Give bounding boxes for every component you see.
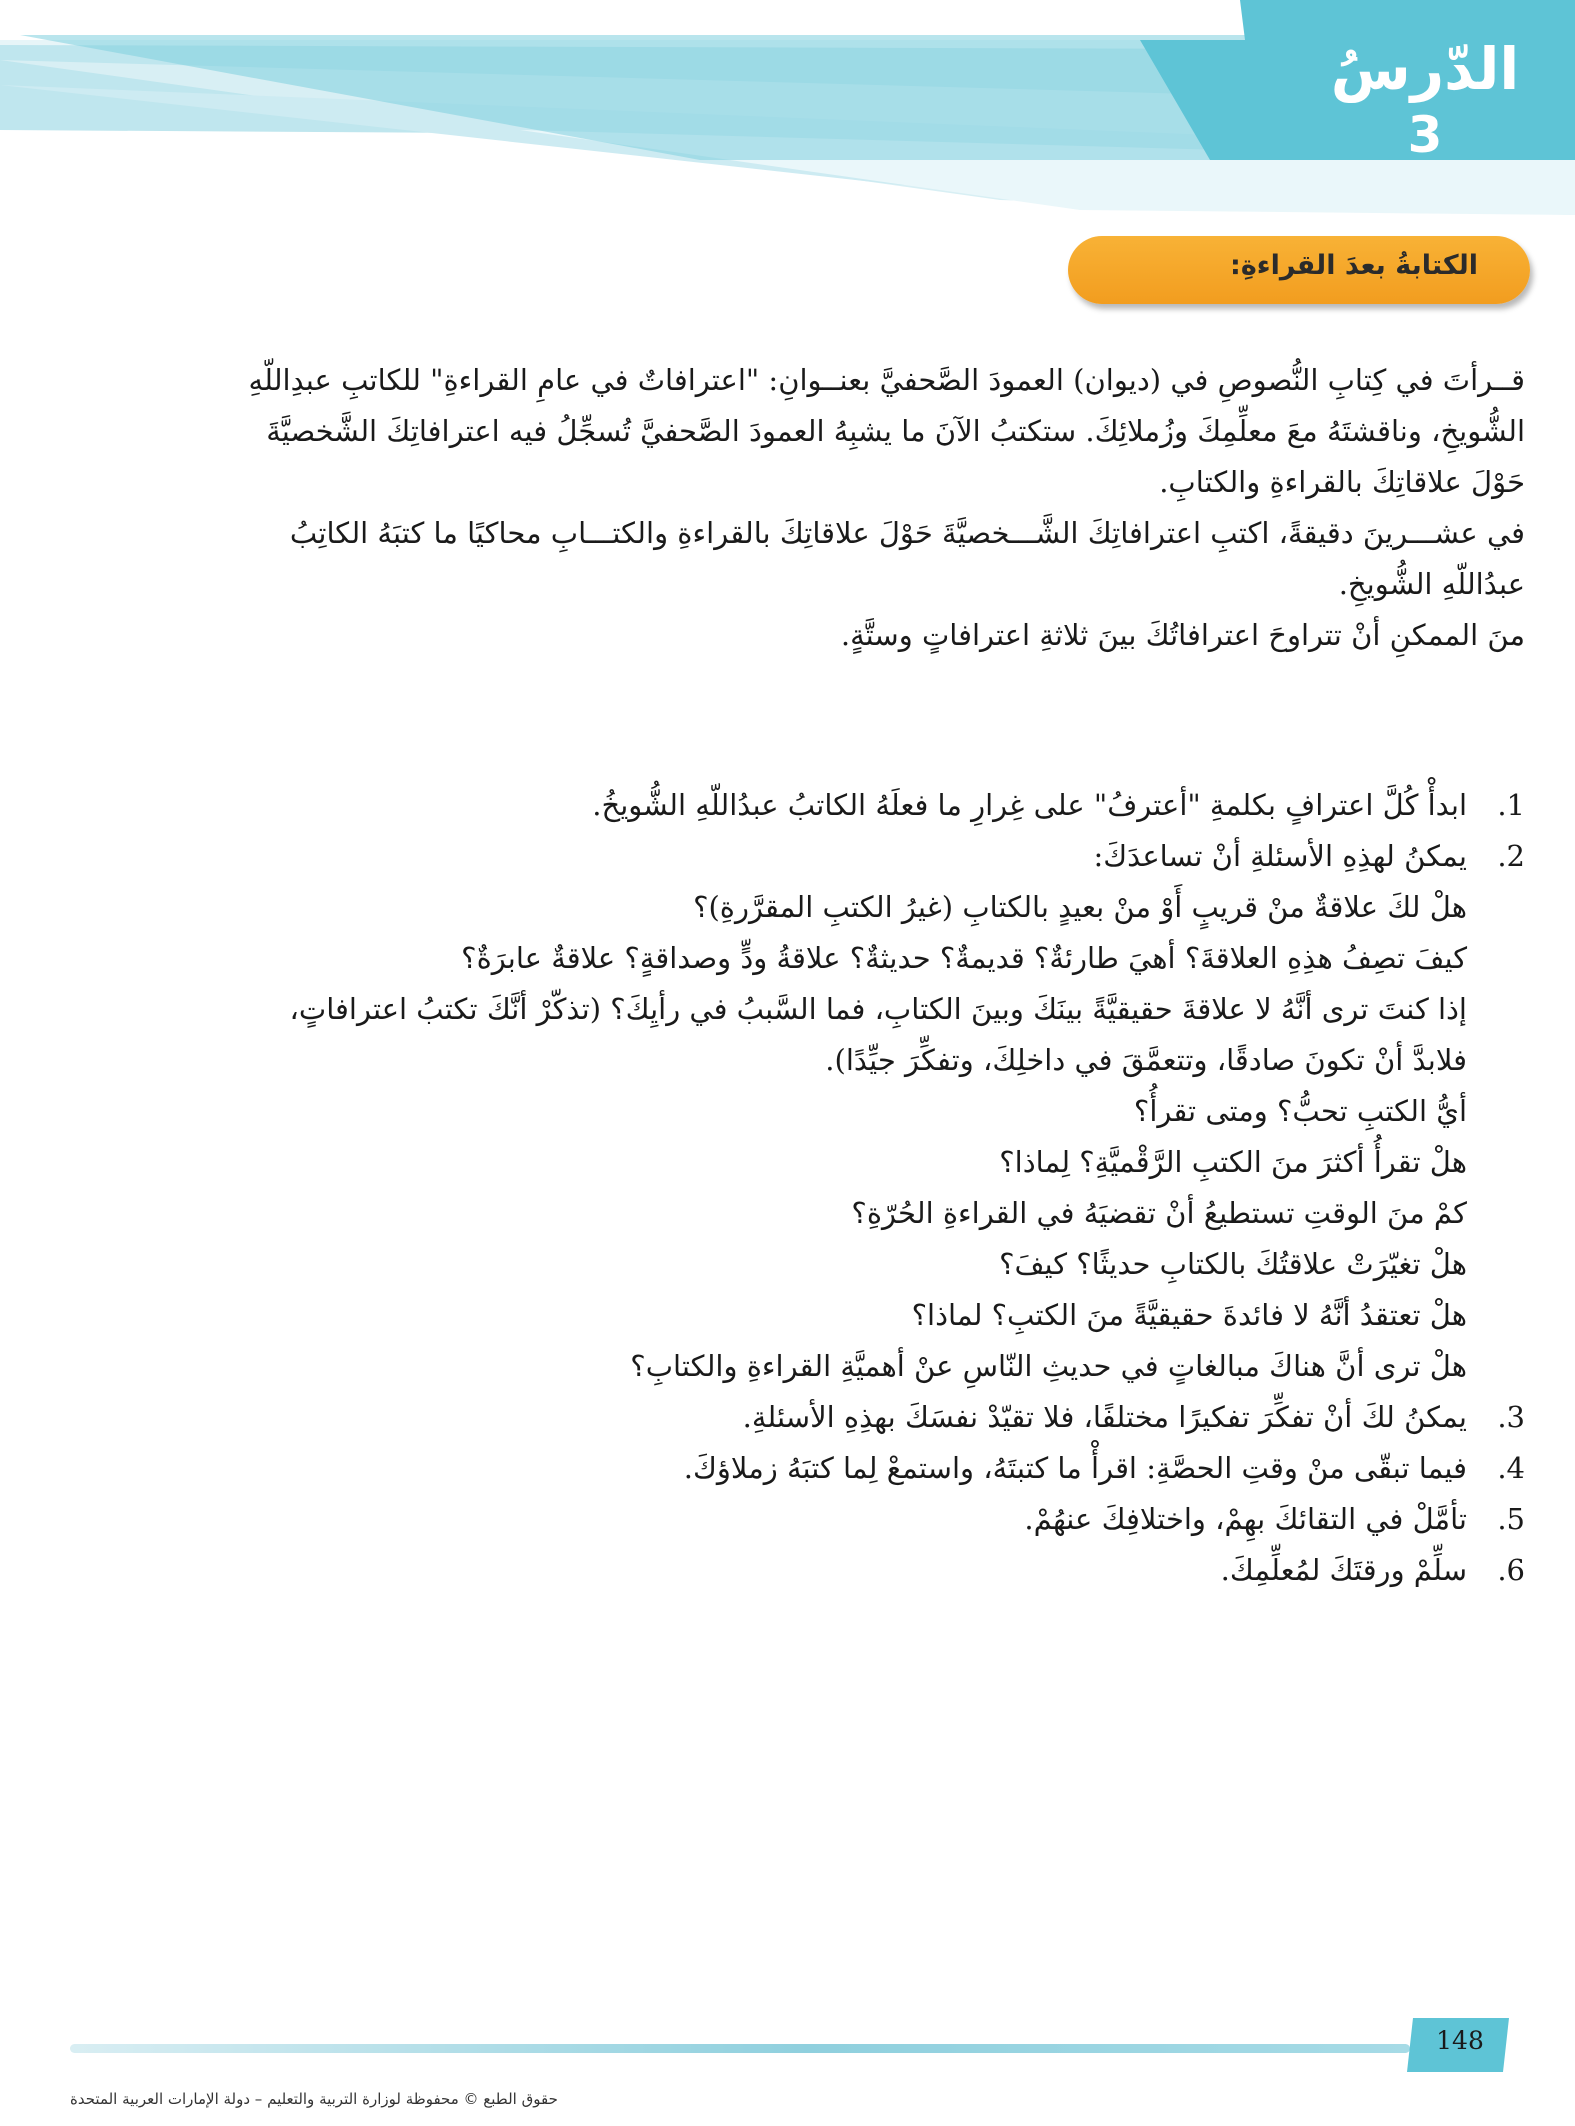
intro-line: عبدُاللّهِ الشُّويخِ.	[1338, 567, 1525, 601]
question-item: كمْ منَ الوقتِ تستطيعُ أنْ تقضيَهُ في القراءةِ الحُرّةِ؟	[851, 1196, 1467, 1230]
step-text: يمكنُ لكَ أنْ تفكِّرَ تفكيرًا مختلفًا، فلا تقيّدْ نفسَكَ بهذِهِ الأسئلةِ.	[742, 1400, 1467, 1434]
step-number: 2.	[1497, 839, 1525, 873]
step-number: 3.	[1497, 1400, 1525, 1434]
question-item: هلْ ترى أنَّ هناكَ مبالغاتٍ في حديثِ النّاسِ عنْ أهميَّةِ القراءةِ والكتابِ؟	[630, 1349, 1467, 1383]
step-number: 1.	[1497, 788, 1525, 822]
step-text: سلِّمْ ورقتَكَ لمُعلِّمِكَ.	[1220, 1553, 1467, 1587]
question-item: هلْ تعتقدُ أنَّهُ لا فائدةَ حقيقيَّةً منَ الكتبِ؟ لماذا؟	[911, 1298, 1467, 1332]
section-heading-pill	[1068, 236, 1530, 304]
question-item: هلْ تقرأُ أكثرَ منَ الكتبِ الرَّقْميَّةِ؟ لِماذا؟	[999, 1145, 1467, 1179]
step-text: تأمَّلْ في التقائكَ بهِمْ، واختلافِكَ عنهُمْ.	[1024, 1502, 1467, 1536]
question-item: إذا كنتَ ترى أنَّهُ لا علاقةَ حقيقيَّةً بينَكَ وبينَ الكتابِ، فما السَّببُ في رأيِكَ؟ (تذكّرْ أنَّكَ تكتبُ اعترافاتٍ،	[289, 992, 1467, 1026]
list-item	[180, 780, 1525, 831]
list-item	[180, 1443, 1525, 1494]
section-heading: الكتابةُ بعدَ القراءةِ:	[1230, 250, 1478, 281]
intro-line: قــرأتَ في كِتابِ النُّصوصِ في (ديوان) العمودَ الصَّحفيَّ بعنــوانِ: "اعترافاتٌ في عامِ القراءةِ" للكاتبِ عبدِاللّهِ	[248, 363, 1525, 397]
question-item: كيفَ تصِفُ هذِهِ العلاقةَ؟ أهيَ طارئةٌ؟ قديمةٌ؟ حديثةٌ؟ علاقةُ ودٍّ وصداقةٍ؟ علاقةٌ عابرَةٌ؟	[461, 941, 1467, 975]
lesson-number: 3	[1407, 106, 1443, 164]
step-text: فيما تبقّى منْ وقتِ الحصَّةِ: اقرأْ ما كتبتَهُ، واستمعْ لِما كتبَهُ زملاؤكَ.	[683, 1451, 1467, 1485]
question-item: أيُّ الكتبِ تحبُّ؟ ومتى تقرأُ؟	[1133, 1094, 1467, 1128]
intro-line: في عشـــرينَ دقيقةً، اكتبِ اعترافاتِكَ الشَّـــخصيَّةَ حَوْلَ علاقاتِكَ بالقراءةِ والكتـــابِ محاكيًا ما كتبَهُ الكاتِبُ	[289, 516, 1525, 550]
step-number: 4.	[1497, 1451, 1525, 1485]
question-item: هلْ تغيّرَتْ علاقتُكَ بالكتابِ حديثًا؟ كيفَ؟	[999, 1247, 1467, 1281]
instructions-list	[180, 780, 1525, 1596]
copyright-notice: حقوق الطبع © محفوظة لوزارة التربية والتعليم – دولة الإمارات العربية المتحدة	[70, 2090, 558, 2108]
lesson-title: الدّرسُ	[1330, 35, 1520, 103]
intro-line: حَوْلَ علاقاتِكَ بالقراءةِ والكتابِ.	[1159, 465, 1525, 499]
list-item	[180, 1545, 1525, 1596]
footer-bar	[70, 2044, 1410, 2053]
intro-paragraph	[180, 355, 1525, 661]
step-text: يمكنُ لهذِهِ الأسئلةِ أنْ تساعدَكَ:	[1093, 839, 1467, 873]
step-text: ابدأْ كُلَّ اعترافٍ بكلمةِ "أعترفُ" على غِرارِ ما فعلَهُ الكاتبُ عبدُاللّهِ الشُّويخُ.	[592, 788, 1467, 822]
intro-line: منَ الممكنِ أنْ تتراوحَ اعترافاتُكَ بينَ ثلاثةِ اعترافاتٍ وستَّةٍ.	[840, 618, 1525, 652]
step-number: 5.	[1497, 1502, 1525, 1536]
list-item	[180, 1392, 1525, 1443]
list-item	[180, 831, 1525, 882]
step-number: 6.	[1497, 1553, 1525, 1587]
question-item: هلْ لكَ علاقةٌ منْ قريبٍ أَوْ منْ بعيدٍ بالكتابِ (غيرُ الكتبِ المقرَّرةِ)؟	[693, 890, 1467, 924]
list-item	[180, 1494, 1525, 1545]
page-number: 148	[1436, 2026, 1484, 2055]
intro-line: الشُّويخِ، وناقشتَهُ معَ معلِّمِكَ وزُملائِكَ. ستكتبُ الآنَ ما يشبِهُ العمودَ الصَّحفيَّ تُسجِّلُ فيه اعترافاتِكَ الشَّخصيَّةَ	[266, 414, 1525, 448]
question-item: فلابدَّ أنْ تكونَ صادقًا، وتتعمَّقَ في داخلِكَ، وتفكِّرَ جيِّدًا).	[825, 1043, 1467, 1077]
